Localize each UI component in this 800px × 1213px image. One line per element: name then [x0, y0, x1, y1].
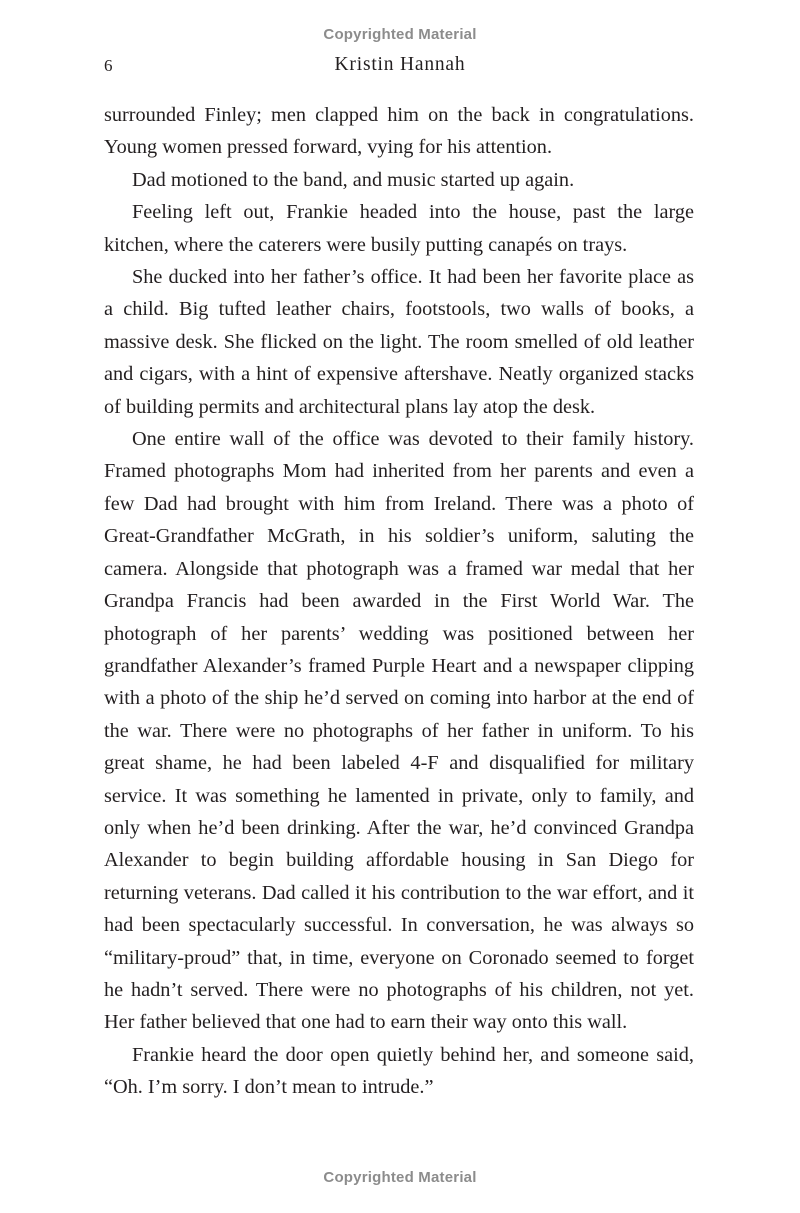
paragraph: Feeling left out, Frankie headed into the house, past the large kitchen, where the caterers were busily putting canapés on trays.: [104, 201, 694, 256]
paragraph: One entire wall of the office was devoted to their family history. Framed photographs Mom had inherited from her parents and even a few Dad had brought with him from Ireland. There was a photo of Great-Grandfather McGrath, in his soldier’s uniform, saluting the camera. Alongside that photograph was a framed war medal that her Grandpa Francis had been awarded in the First World War. The photograph of her parents’ wedding was positioned between her grandfather Alexander’s framed Purple Heart and a newspaper clipping with a photo of the ship he’d served on coming into harbor at the end of the war. There were no photographs of her father in uniform. To his great shame, he had been labeled 4-F and disqualified for military service. It was something he lamented in private, only to family, and only when he’d been drinking. After the war, he’d convinced Grandpa Alexander to begin building affordable housing in San Diego for returning veterans. Dad called it his contribution to the war effort, and it had been spectacularly successful. In conversation, he was always so “military-proud” that, in time, everyone on Coronado seemed to forget he hadn’t served. There were no photographs of his children, not yet. Her father believed that one had to earn their way onto this wall.: [104, 428, 694, 1034]
body-text: [104, 99, 694, 1104]
paragraph: surrounded Finley; men clapped him on the back in congratulations. Young women pressed forward, vying for his attention.: [104, 104, 694, 159]
copyright-watermark-bottom: Copyrighted Material: [323, 1169, 477, 1186]
paragraph: She ducked into her father’s office. It had been her favorite place as a child. Big tufted leather chairs, footstools, two walls of books, a massive desk. She flicked on the light. The room smelled of old leather and cigars, with a hint of expensive aftershave. Neatly organized stacks of building permits and architectural plans lay atop the desk.: [104, 266, 694, 418]
page-number: 6: [104, 56, 113, 75]
copyright-watermark-top: Copyrighted Material: [323, 26, 477, 43]
running-head-author: Kristin Hannah: [334, 54, 466, 75]
paragraph: Frankie heard the door open quietly behind her, and someone said, “Oh. I’m sorry. I don’t mean to intrude.”: [104, 1043, 694, 1099]
paragraph: Dad motioned to the band, and music started up again.: [132, 168, 575, 191]
